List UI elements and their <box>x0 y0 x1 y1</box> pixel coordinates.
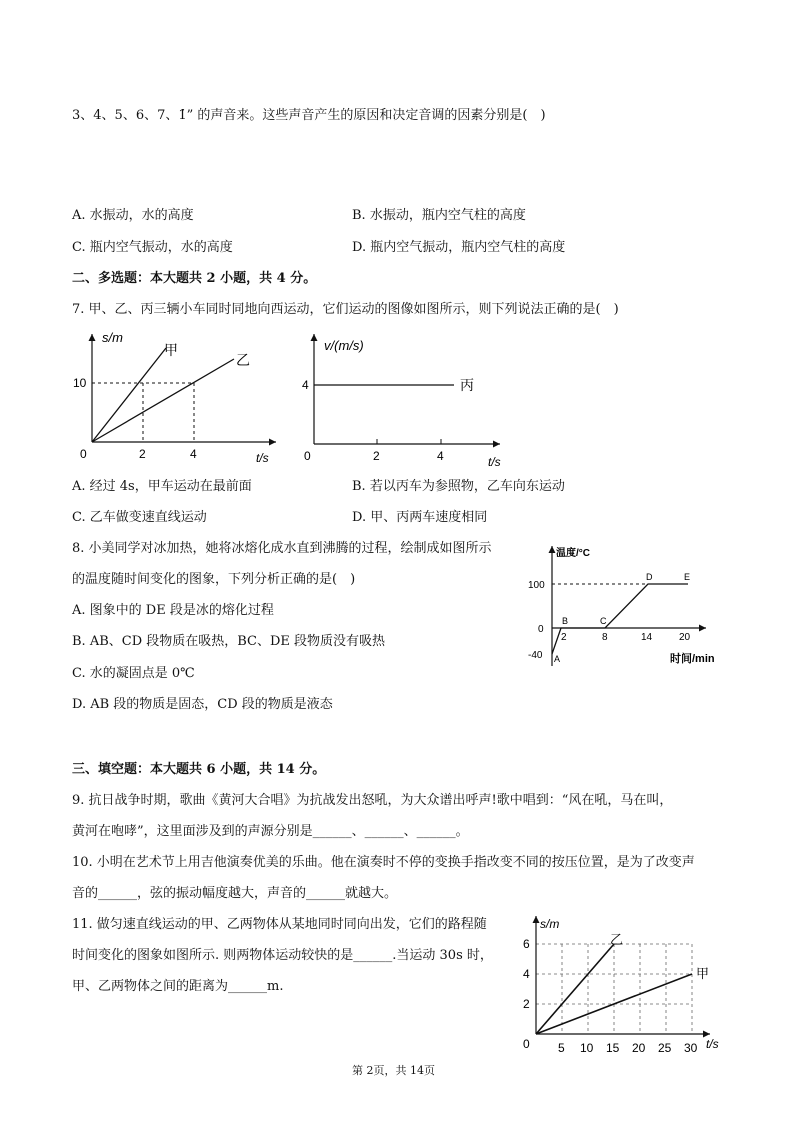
x-tick: 4 <box>190 447 197 461</box>
series-label: 甲 <box>696 966 710 981</box>
q8-stem-line1: 8. 小美同学对冰加热，她将冰熔化成水直到沸腾的过程，绘制成如图所示 <box>72 541 492 556</box>
q7-stem: 7. 甲、乙、丙三辆小车同时同地向西运动，它们运动的图像如图所示，则下列说法正确的是( ) <box>72 302 619 317</box>
q11-line2: 时间变化的图象如图所示. 则两物体运动较快的是______.当运动 30s 时， <box>72 948 493 963</box>
x-axis-label: 时间/min <box>670 653 715 665</box>
y-axis-label: s/m <box>540 917 560 931</box>
y-tick: 4 <box>523 967 530 981</box>
q10-line2: 音的______，弦的振动幅度越大，声音的______就越大。 <box>72 886 398 901</box>
page-footer: 第 2页，共 14页 <box>352 1064 435 1077</box>
y-tick: 10 <box>73 376 87 390</box>
point-label: B <box>562 616 569 626</box>
series-jia-line <box>92 348 166 442</box>
q10-line1: 10. 小明在艺术节上用吉他演奏优美的乐曲。他在演奏时不停的变换手指改变不同的按压位置，是为了改变声 <box>72 855 695 870</box>
section-2-title: 二、多选题：本大题共 2 小题，共 4 分。 <box>72 271 317 286</box>
q7-option-b: B. 若以丙车为参照物，乙车向东运动 <box>352 479 565 494</box>
y-axis-label: s/m <box>102 330 123 345</box>
q8-temperature-graph <box>526 540 732 670</box>
x-tick: 2 <box>139 447 146 461</box>
q6-option-a: A. 水振动，水的高度 <box>72 208 194 223</box>
y-axis-label: v/(m/s) <box>324 338 364 353</box>
x-tick: 10 <box>580 1041 594 1055</box>
x-tick: 20 <box>632 1041 646 1055</box>
x-axis-label: t/s <box>256 451 269 465</box>
series-yi-line <box>536 944 614 1034</box>
point-label: C <box>600 616 607 626</box>
x-tick: 8 <box>602 632 608 643</box>
x-tick: 0 <box>80 447 87 461</box>
point-label: E <box>684 572 691 582</box>
q11-st-graph <box>518 910 730 1060</box>
q6-option-d: D. 瓶内空气振动，瓶内空气柱的高度 <box>352 240 566 255</box>
q6-stem-tail: 3、4、5、6、7、1̇” 的声音来。这些声音产生的原因和决定音调的因素分别是( ) <box>72 108 546 123</box>
series-yi-line <box>92 359 234 442</box>
x-tick: 14 <box>641 632 653 643</box>
series-label: 甲 <box>164 342 178 358</box>
q7-vt-graph <box>296 326 510 468</box>
temperature-curve <box>552 584 688 654</box>
x-tick: 30 <box>684 1041 698 1055</box>
series-label: 乙 <box>236 352 250 368</box>
y-tick: 6 <box>523 937 530 951</box>
q7-option-d: D. 甲、丙两车速度相同 <box>352 510 488 525</box>
q9-line1: 9. 抗日战争时期，歌曲《黄河大合唱》为抗战发出怒吼，为大众谱出呼声!歌中唱到：“风在吼，马在叫， <box>72 793 673 808</box>
q11-line3: 甲、乙两物体之间的距离为______m. <box>72 979 284 994</box>
point-label: A <box>554 654 561 664</box>
y-tick: 100 <box>528 580 545 591</box>
q7-option-a: A. 经过 4s，甲车运动在最前面 <box>72 479 252 494</box>
y-tick: 0 <box>538 624 544 635</box>
x-tick: 20 <box>679 632 691 643</box>
series-label: 丙 <box>460 377 474 393</box>
point-label: D <box>646 572 653 582</box>
q6-option-b: B. 水振动，瓶内空气柱的高度 <box>352 208 526 223</box>
x-tick: 25 <box>658 1041 672 1055</box>
x-axis-label: t/s <box>706 1037 719 1051</box>
section-3-title: 三、填空题：本大题共 6 小题，共 14 分。 <box>72 762 326 777</box>
y-axis-label: 温度/°C <box>556 548 590 559</box>
x-tick: 0 <box>304 449 311 463</box>
q6-option-c: C. 瓶内空气振动，水的高度 <box>72 240 233 255</box>
grid <box>536 944 692 1034</box>
x-tick: 2 <box>373 449 380 463</box>
q7-option-c: C. 乙车做变速直线运动 <box>72 510 207 525</box>
q9-line2: 黄河在咆哮”，这里面涉及到的声源分别是______、______、______。 <box>72 824 469 839</box>
q8-stem-line2: 的温度随时间变化的图象，下列分析正确的是( ) <box>72 572 356 587</box>
x-axis-label: t/s <box>488 455 501 468</box>
q8-option-d: D. AB 段的物质是固态，CD 段的物质是液态 <box>72 697 333 712</box>
y-tick: 2 <box>523 997 530 1011</box>
x-tick: 4 <box>437 449 444 463</box>
q7-st-graph <box>70 326 280 468</box>
q8-option-b: B. AB、CD 段物质在吸热，BC、DE 段物质没有吸热 <box>72 634 386 649</box>
y-tick: 4 <box>302 378 309 392</box>
x-tick: 0 <box>523 1037 530 1051</box>
series-label: 乙 <box>610 932 624 947</box>
q11-line1: 11. 做匀速直线运动的甲、乙两物体从某地同时同向出发，它们的路程随 <box>72 917 487 932</box>
q8-option-c: C. 水的凝固点是 0℃ <box>72 666 195 681</box>
q8-option-a: A. 图象中的 DE 段是冰的熔化过程 <box>72 603 274 618</box>
y-tick: -40 <box>528 650 543 661</box>
x-tick: 15 <box>606 1041 620 1055</box>
x-tick: 2 <box>561 632 567 643</box>
x-tick: 5 <box>558 1041 565 1055</box>
